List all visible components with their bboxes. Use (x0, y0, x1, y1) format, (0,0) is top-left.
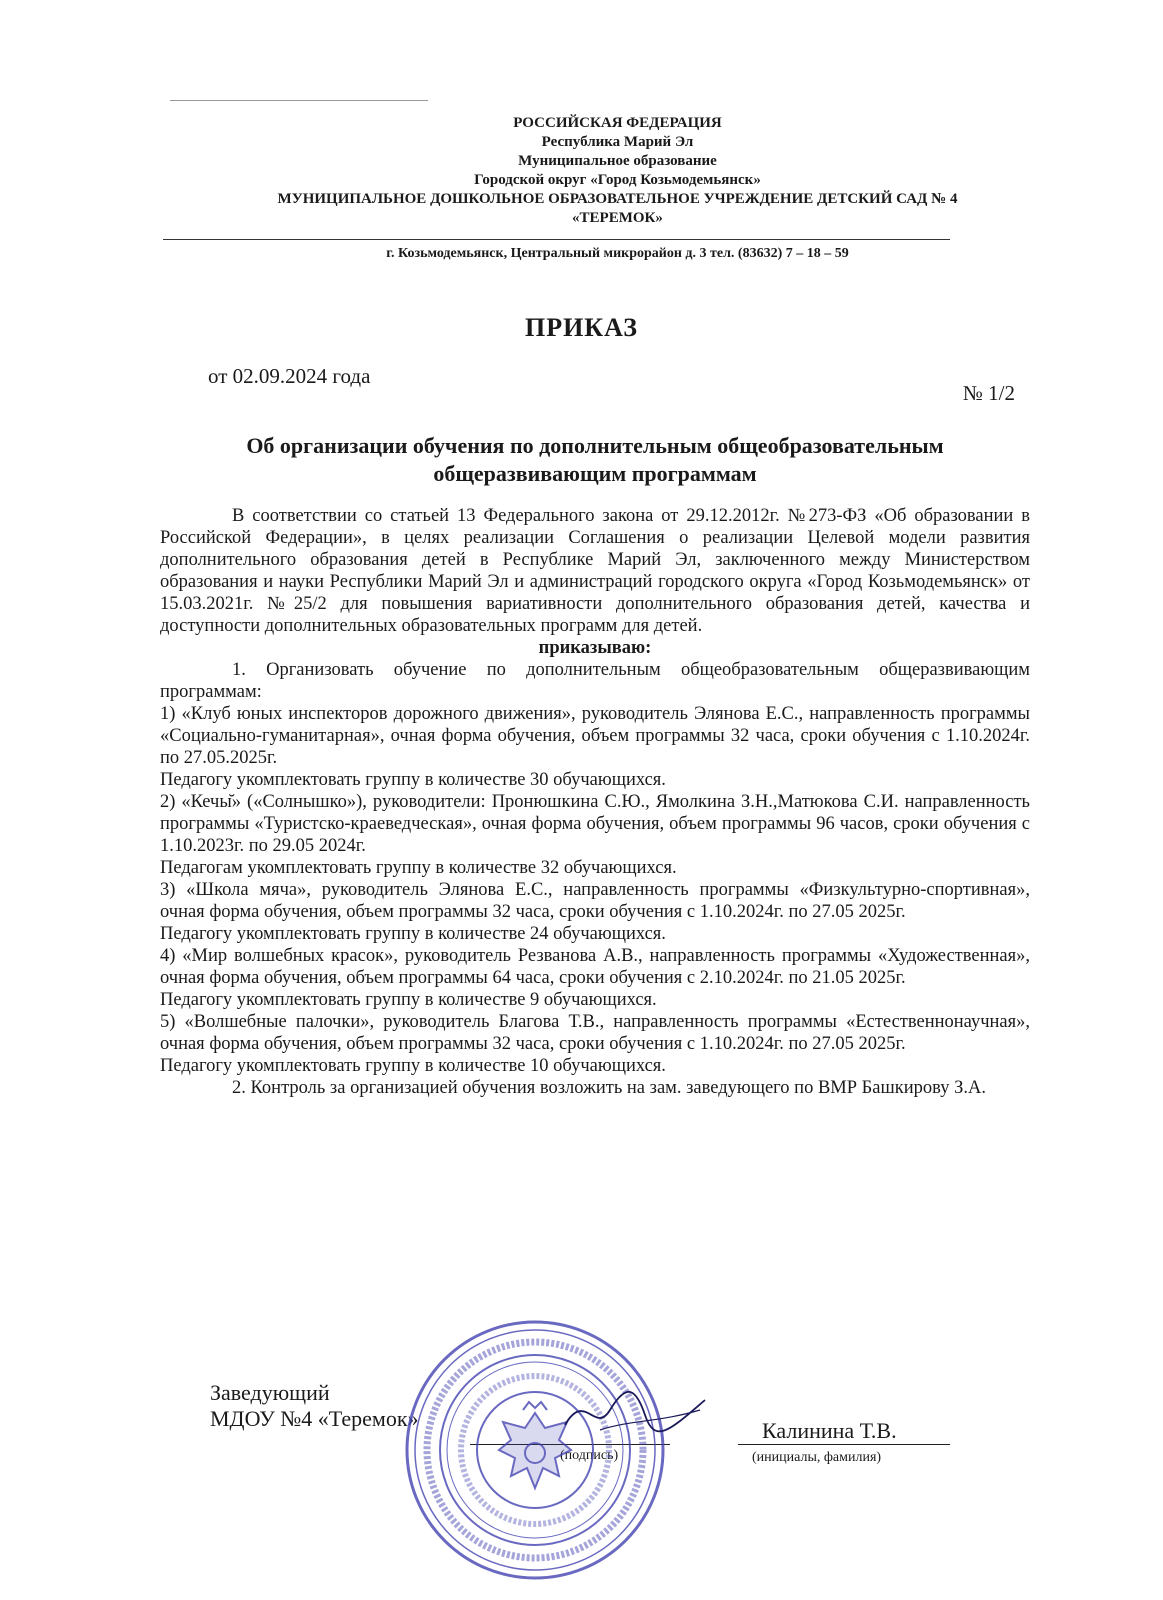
letterhead-country: РОССИЙСКАЯ ФЕДЕРАЦИЯ (513, 115, 722, 131)
intro-paragraph: В соответствии со статьей 13 Федерального закона от 29.12.2012г. №273-ФЗ «Об образовании в Российской Федерации», в целях реализации Соглашения о реализации Целевой модели развития дополнительного образования детей в Республике Марий Эл, заключенного между Министерством образования и науки Республики Марий Эл и администраций городского округа «Город Козьмодемьянск» от 15.03.2021г. №25/2 для повышения вариативности дополнительного образования детей, качества и доступности дополнительных образовательных программ для детей. (160, 506, 1030, 636)
program-3: 3) «Школа мяча», руководитель Элянова Е.С., направленность программы «Физкультурно-спортивная», очная форма обучения, объем программы 32 часа, сроки обучения с 1.10.2024г. по 27.05 2025г. (160, 880, 1030, 922)
order-title (150, 432, 1040, 488)
letterhead (150, 114, 1085, 228)
letterhead-district: Городской округ «Город Козьмодемьянск» (474, 172, 761, 188)
order-date: от 02.09.2024 года (208, 364, 371, 388)
letterhead-municipality: Муниципальное образование (518, 153, 717, 169)
letterhead-institution-name: «ТЕРЕМОК» (572, 210, 663, 226)
program-1: 1) «Клуб юных инспекторов дорожного движения», руководитель Элянова Е.С., направленность программы «Социально-гуманитарная», очная форма обучения, объем программы 32 часа, сроки обучения с 1.10.2024г. по 27.05.2025г. (160, 704, 1030, 768)
program-2: 2) «Кечы̆» («Солнышко»), руководители: Пронюшкина С.Ю., Ямолкина З.Н.,Матюкова С.И. направленность программы «Туристско-краеведческая», очная форма обучения, объем программы 96 часов, сроки обучения с 1.10.2023г. по 29.05 2024г. (160, 792, 1030, 856)
handwritten-signature-icon (560, 1380, 710, 1440)
signer-position (210, 1380, 419, 1432)
program-2-group: Педагогам укомплектовать группу в количестве 32 обучающихся. (160, 858, 677, 878)
item-1: 1. Организовать обучение по дополнительным общеобразовательным общеразвивающим программам: (160, 660, 1030, 702)
order-number: № 1/2 (962, 381, 1015, 405)
letterhead-rule (163, 239, 950, 240)
program-3-group: Педагогу укомплектовать группу в количестве 24 обучающихся. (160, 924, 666, 944)
letterhead-republic: Республика Марий Эл (541, 134, 694, 150)
signer-position-line2: МДОУ №4 «Теремок» (210, 1406, 419, 1431)
signature-caption: (подпись) (560, 1448, 619, 1463)
program-4-group: Педагогу укомплектовать группу в количестве 9 обучающихся. (160, 990, 657, 1010)
order-title-line1: Об организации обучения по дополнительным общеобразовательным (246, 433, 944, 458)
program-1-group: Педагогу укомплектовать группу в количестве 30 обучающихся. (160, 770, 666, 790)
letterhead-address: г. Козьмодемьянск, Центральный микрорайон д. 3 тел. (83632) 7 – 18 – 59 (386, 246, 849, 261)
name-caption: (инициалы, фамилия) (752, 1450, 882, 1465)
order-title-line2: общеразвивающим программам (433, 461, 757, 486)
program-5-group: Педагогу укомплектовать группу в количестве 10 обучающихся. (160, 1056, 666, 1076)
order-body (160, 505, 1030, 1099)
order-word: приказываю: (538, 638, 652, 658)
official-seal-icon (403, 1318, 668, 1583)
name-line (738, 1444, 950, 1445)
signer-position-line1: Заведующий (210, 1380, 330, 1405)
program-5: 5) «Волшебные палочки», руководитель Благова Т.В., направленность программы «Естественнонаучная», очная форма обучения, объем программы 32 часа, сроки обучения с 1.10.2024г. по 27.05 2025г. (160, 1012, 1030, 1054)
letterhead-institution: МУНИЦИПАЛЬНОЕ ДОШКОЛЬНОЕ ОБРАЗОВАТЕЛЬНОЕ УЧРЕЖДЕНИЕ ДЕТСКИЙ САД № 4 (277, 191, 958, 207)
order-heading: ПРИКАЗ (524, 313, 639, 342)
item-2: 2. Контроль за организацией обучения возложить на зам. заведующего по ВМР Башкирову З.А. (232, 1078, 986, 1098)
program-4: 4) «Мир волшебных красок», руководитель Резванова А.В., направленность программы «Художественная», очная форма обучения, объем программы 64 часа, сроки обучения с 2.10.2024г. по 21.05 2025г. (160, 946, 1030, 988)
signer-name: Калинина Т.В. (762, 1418, 897, 1443)
top-left-rule (170, 100, 428, 101)
